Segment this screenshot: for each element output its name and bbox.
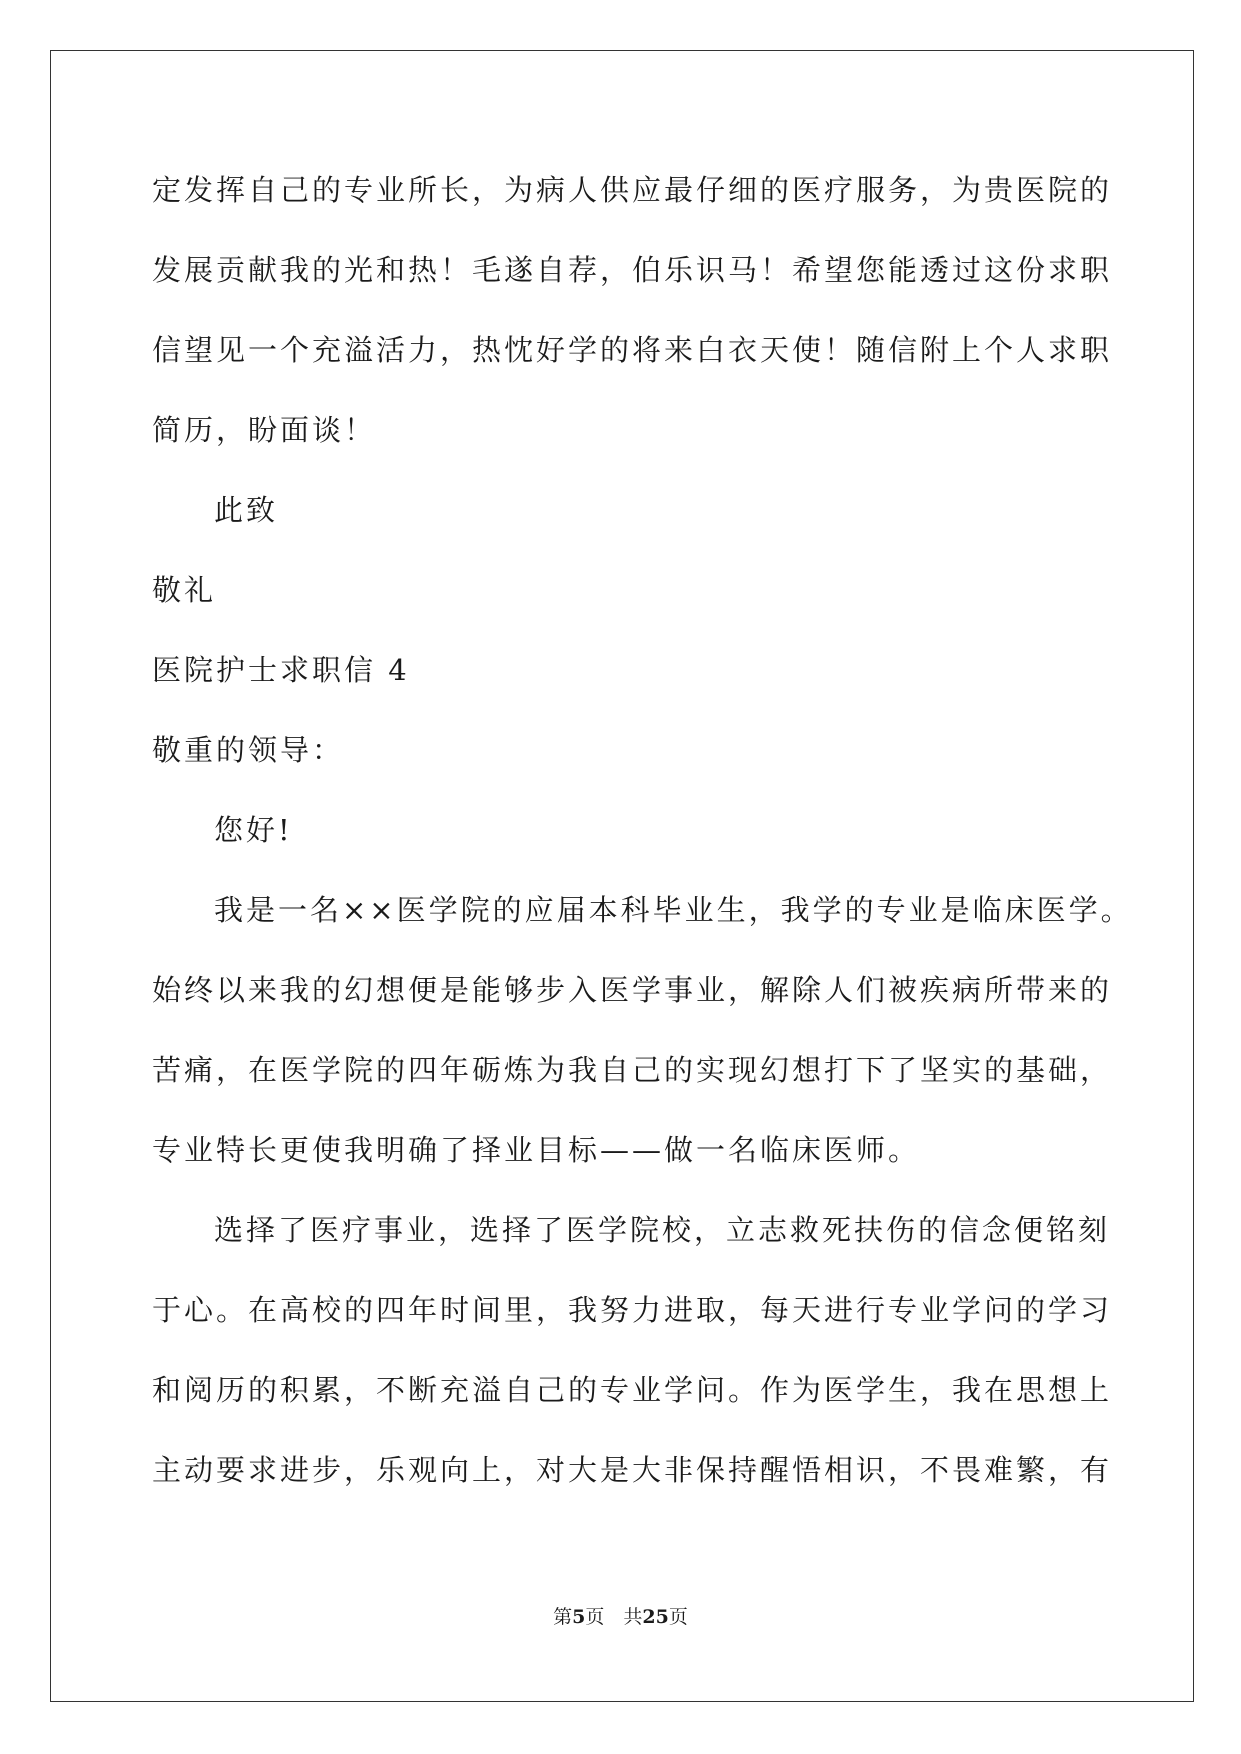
text-line: 我是一名××医学院的应届本科毕业生，我学的专业是临床医学。 bbox=[214, 893, 1133, 927]
footer-total-pages: 25 bbox=[642, 1606, 669, 1628]
text-line: 发展贡献我的光和热！毛遂自荐，伯乐识马！希望您能透过这份求职 bbox=[152, 253, 1113, 287]
footer-mid: 页 共 bbox=[585, 1606, 643, 1628]
text-line: 信望见一个充溢活力，热忱好学的将来白衣天使！随信附上个人求职 bbox=[152, 333, 1113, 367]
footer-suffix: 页 bbox=[668, 1606, 688, 1628]
footer-prefix: 第 bbox=[553, 1606, 573, 1628]
section-title: 医院护士求职信 4 bbox=[152, 653, 410, 687]
text-line: 专业特长更使我明确了择业目标——做一名临床医师。 bbox=[152, 1133, 921, 1167]
letter-greeting: 敬重的领导： bbox=[152, 733, 345, 767]
text-line: 和阅历的积累，不断充溢自己的专业学问。作为医学生，我在思想上 bbox=[152, 1373, 1113, 1407]
text-line: 于心。在高校的四年时间里，我努力进取，每天进行专业学问的学习 bbox=[152, 1293, 1113, 1327]
text-line: 选择了医疗事业，选择了医学院校，立志救死扶伤的信念便铭刻 bbox=[214, 1213, 1111, 1247]
text-line: 简历，盼面谈！ bbox=[152, 413, 377, 447]
footer-page-number: 5 bbox=[572, 1606, 586, 1628]
text-line: 始终以来我的幻想便是能够步入医学事业，解除人们被疾病所带来的 bbox=[152, 973, 1113, 1007]
salutation-closing: 此致 bbox=[214, 493, 279, 527]
text-line: 苦痛，在医学院的四年砺炼为我自己的实现幻想打下了坚实的基础， bbox=[152, 1053, 1113, 1087]
page-footer bbox=[0, 1605, 1241, 1629]
letter-hello: 您好! bbox=[214, 813, 293, 847]
text-line: 主动要求进步，乐观向上，对大是大非保持醒悟相识，不畏难繁，有 bbox=[152, 1453, 1113, 1487]
salutation-regards: 敬礼 bbox=[152, 573, 217, 607]
text-line: 定发挥自己的专业所长，为病人供应最仔细的医疗服务，为贵医院的 bbox=[152, 173, 1113, 207]
